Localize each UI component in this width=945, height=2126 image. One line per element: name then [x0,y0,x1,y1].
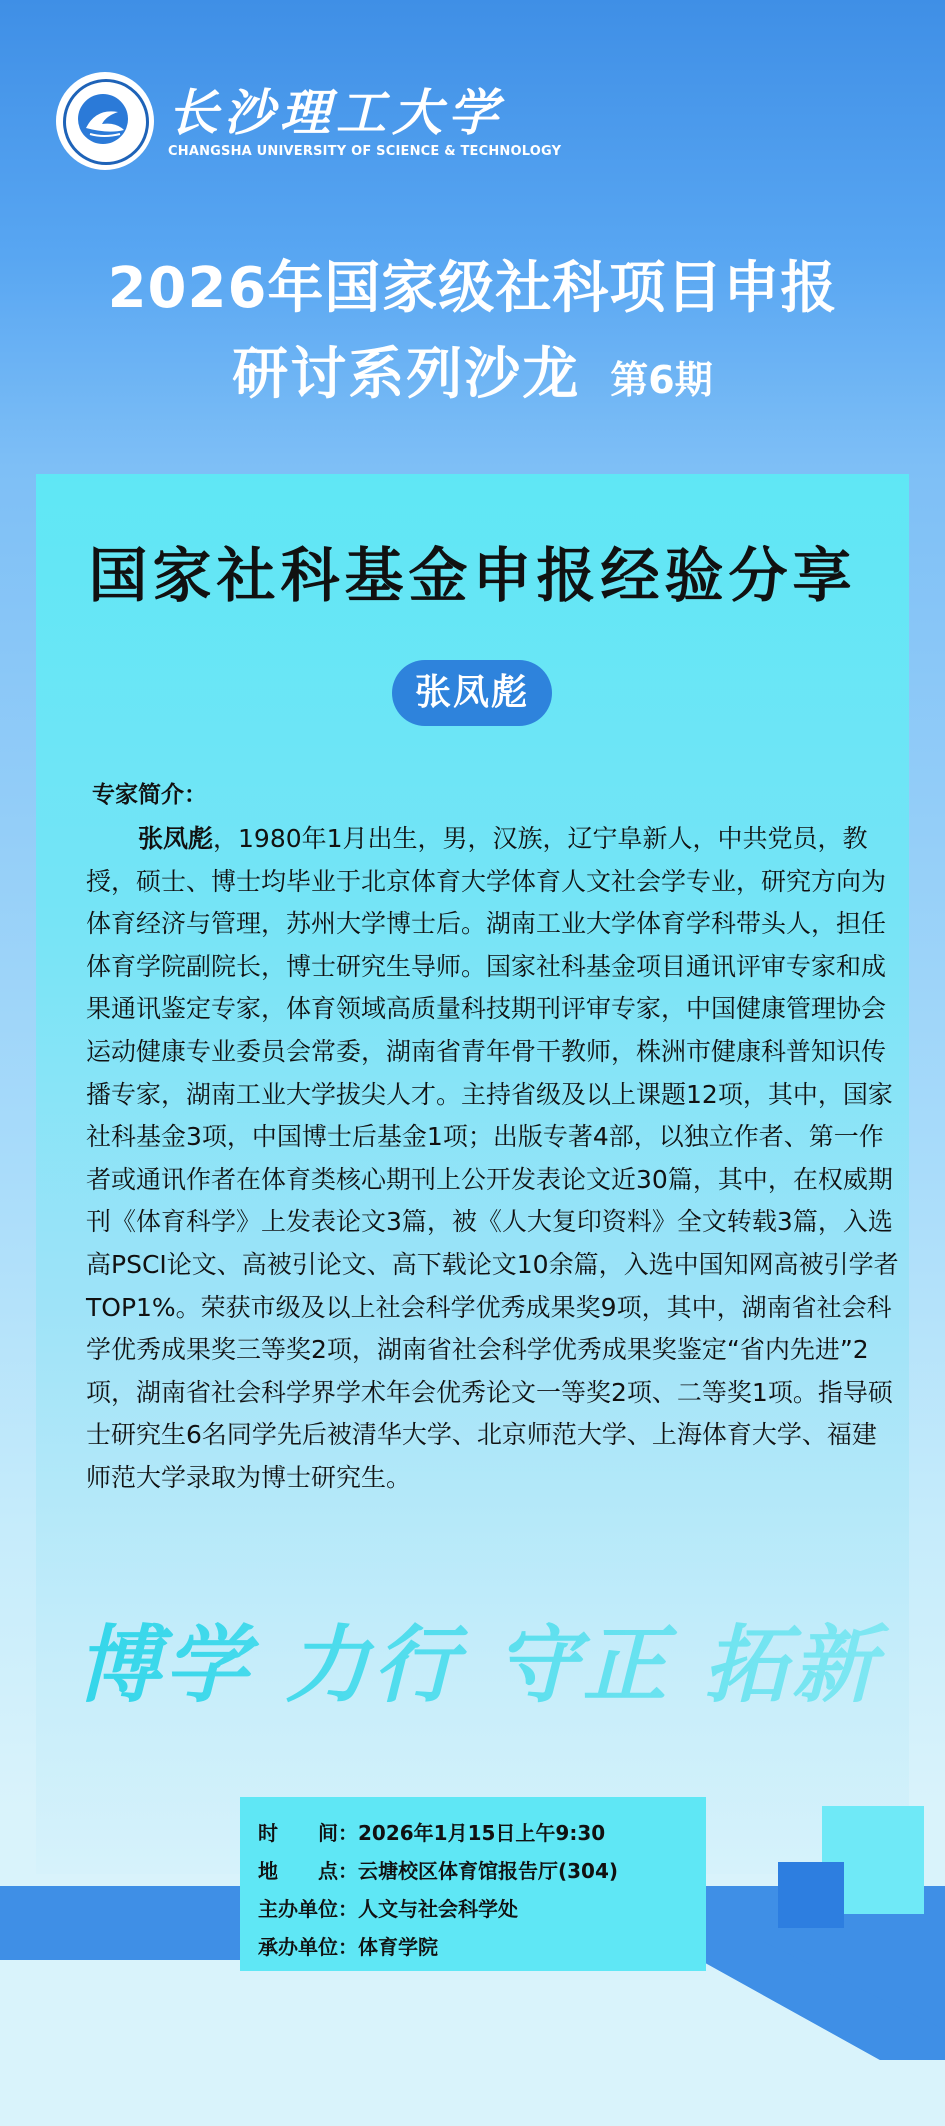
event-place: 地 点：云塘校区体育馆报告厅(304) [258,1859,619,1883]
lecture-title: 国家社科基金申报经验分享 [88,541,857,610]
intro-heading: 专家简介： [92,782,207,808]
event-host: 主办单位：人文与社会科学处 [258,1897,518,1921]
issue-number: 第6期 [610,358,713,402]
logo-english-name: CHANGSHA UNIVERSITY OF SCIENCE & TECHNOLOGY [168,143,562,159]
event-organizer: 承办单位：体育学院 [258,1935,438,1959]
decor-square-blue [778,1862,844,1928]
event-info-box [240,1797,706,1971]
logo-chinese-name: 长沙理工大学 [168,82,504,142]
university-seal-icon [56,72,154,170]
subtitle-row [0,330,945,410]
university-motto [76,1612,880,1722]
speaker-bio [86,818,900,1500]
bio-text: ，1980年1月出生，男，汉族，辽宁阜新人，中共党员，教授，硕士、博士均毕业于北京体育大学体育人文社会学专业，研究方向为体育经济与管理，苏州大学博士后。湖南工业大学体育学科带头人，担任体育学院副院长，博士研究生导师。国家社科基金项目通讯评审专家和成果通讯鉴定专家，体育领域高质量科技期刊评审专家，中国健康管理协会运动健康专业委员会常委，湖南省青年骨干教师，株洲市健康科普知识传播专家，湖南工业大学拔尖人才。主持省级及以上课题12项，其中，国家社科基金3项，中国博士后基金1项；出版专著4部，以独立作者、第一作者或通讯作者在体育类核心期刊上公开发表论文近30篇，其中，在权威期刊《体育科学》上发表论文3篇，被《人大复印资料》全文转载3篇，入选高PSCI论文、高被引论文、高下载论文10余篇，入选中国知网高被引学者TOP1%。荣获市级及以上社会科学优秀成果奖9项，其中，湖南省社会科学优秀成果奖三等奖2项，湖南省社会科学优秀成果奖鉴定“省内先进”2项，湖南省社会科学界学术年会优秀论文一等奖2项、二等奖1项。指导硕士研究生6名同学先后被清华大学、北京师范大学、上海体育大学、福建师范大学录取为博士研究生。 [86,824,899,1492]
bio-name: 张凤彪 [138,824,214,853]
motto-text: 博学 力行 守正 拓新 [76,1615,880,1714]
speaker-name-badge: 张凤彪 [392,660,552,726]
subtitle: 研讨系列沙龙 [232,342,581,407]
event-time: 时 间：2026年1月15日上午9:30 [258,1821,606,1845]
main-title: 2026年国家级社科项目申报 [107,256,838,321]
university-logo [56,72,561,170]
